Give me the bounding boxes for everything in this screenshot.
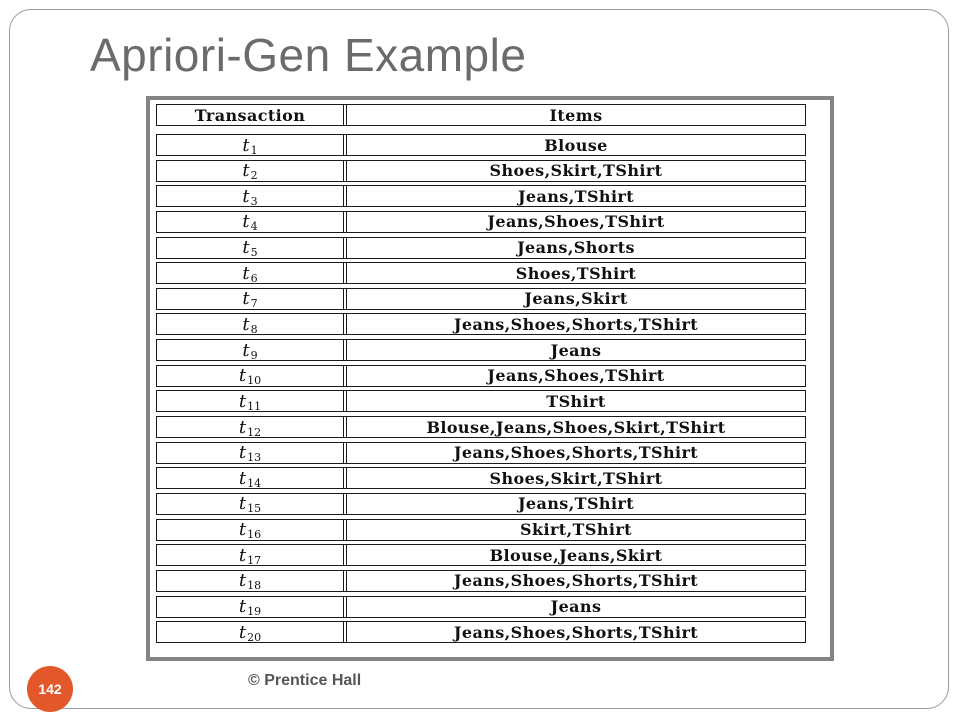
items-cell: Jeans,Shoes,Shorts,TShirt — [453, 571, 699, 591]
transaction-letter: t — [238, 544, 247, 566]
items-cell: Blouse,Jeans,Skirt — [489, 545, 663, 565]
transaction-id-cell — [157, 263, 343, 283]
table-body — [156, 134, 806, 643]
transaction-subscript: 15 — [247, 502, 262, 516]
transaction-subscript: 5 — [250, 246, 258, 260]
items-cell: Jeans,Shoes,Shorts,TShirt — [453, 622, 699, 642]
table-row — [156, 365, 806, 387]
transaction-letter: t — [238, 365, 247, 387]
items-cell: Shoes,TShirt — [515, 263, 637, 283]
transaction-subscript: 7 — [250, 297, 258, 311]
transaction-subscript: 20 — [247, 630, 262, 644]
transaction-id-cell — [157, 366, 343, 386]
transaction-letter: t — [242, 313, 250, 335]
transaction-letter: t — [242, 237, 250, 259]
header-transaction: Transaction — [194, 105, 306, 125]
table-image-frame — [146, 96, 834, 661]
transaction-subscript: 9 — [250, 348, 258, 362]
transaction-letter: t — [238, 570, 247, 592]
items-cell: Shoes,Skirt,TShirt — [489, 468, 663, 488]
table-row — [156, 570, 806, 592]
table-row — [156, 493, 806, 515]
transaction-id-cell — [157, 520, 343, 540]
transactions-table — [156, 104, 806, 647]
transaction-subscript: 12 — [247, 425, 262, 439]
transaction-subscript: 18 — [247, 579, 262, 593]
transaction-subscript: 19 — [247, 605, 262, 619]
transaction-letter: t — [242, 160, 250, 182]
items-cell: Jeans — [550, 340, 602, 360]
transaction-id-cell — [157, 417, 343, 437]
transaction-subscript: 13 — [247, 451, 262, 465]
transaction-id-cell — [157, 468, 343, 488]
transaction-letter: t — [238, 467, 247, 489]
items-cell: Shoes,Skirt,TShirt — [489, 161, 663, 181]
items-cell: Blouse — [544, 135, 608, 155]
table-row — [156, 288, 806, 310]
transaction-letter: t — [238, 621, 247, 643]
table-row — [156, 262, 806, 284]
items-cell: Jeans,Shoes,Shorts,TShirt — [453, 443, 699, 463]
items-cell: Jeans,Skirt — [524, 289, 628, 309]
transaction-letter: t — [242, 288, 250, 310]
transaction-id-cell — [157, 212, 343, 232]
transaction-subscript: 17 — [247, 553, 262, 567]
items-cell: Jeans,Shoes,TShirt — [487, 212, 665, 232]
table-row — [156, 442, 806, 464]
table-row — [156, 596, 806, 618]
transaction-letter: t — [238, 493, 247, 515]
table-row — [156, 185, 806, 207]
transaction-id-cell — [157, 597, 343, 617]
transaction-id-cell — [157, 494, 343, 514]
transaction-id-cell — [157, 545, 343, 565]
transaction-letter: t — [238, 390, 247, 412]
transaction-id-cell — [157, 161, 343, 181]
table-row — [156, 134, 806, 156]
transaction-letter: t — [242, 185, 250, 207]
items-cell: Jeans,Shoes,TShirt — [487, 366, 665, 386]
transaction-id-cell — [157, 571, 343, 591]
items-cell: Jeans,Shoes,Shorts,TShirt — [453, 314, 699, 334]
table-row — [156, 544, 806, 566]
transaction-letter: t — [238, 442, 247, 464]
transaction-subscript: 11 — [247, 399, 262, 413]
table-row — [156, 621, 806, 643]
items-cell: Jeans — [550, 597, 602, 617]
footer-copyright: © Prentice Hall — [248, 672, 362, 689]
table-row — [156, 467, 806, 489]
transaction-letter: t — [238, 416, 247, 438]
transaction-id-cell — [157, 238, 343, 258]
transaction-id-cell — [157, 622, 343, 642]
transaction-subscript: 1 — [250, 143, 258, 157]
table-header-row — [156, 104, 806, 126]
transaction-subscript: 8 — [250, 322, 258, 336]
table-row — [156, 313, 806, 335]
transaction-subscript: 14 — [247, 476, 262, 490]
slide-title: Apriori-Gen Example — [90, 29, 527, 81]
slide — [9, 9, 949, 709]
page-number-badge: 142 — [27, 666, 73, 712]
transaction-id-cell — [157, 391, 343, 411]
transaction-id-cell — [157, 186, 343, 206]
items-cell: Jeans,TShirt — [517, 494, 635, 514]
transaction-id-cell — [157, 443, 343, 463]
transaction-id-cell — [157, 135, 343, 155]
table-row — [156, 237, 806, 259]
table-row — [156, 390, 806, 412]
items-cell: Skirt,TShirt — [520, 520, 632, 540]
items-cell: TShirt — [546, 391, 606, 411]
transaction-subscript: 4 — [250, 220, 258, 234]
header-items: Items — [549, 105, 603, 125]
transaction-subscript: 16 — [247, 528, 262, 542]
transaction-subscript: 2 — [250, 169, 258, 183]
transaction-subscript: 10 — [247, 374, 262, 388]
transaction-letter: t — [242, 339, 250, 361]
table-row — [156, 519, 806, 541]
transaction-letter: t — [242, 134, 250, 156]
transaction-id-cell — [157, 314, 343, 334]
transaction-subscript: 3 — [250, 194, 258, 208]
table-row — [156, 160, 806, 182]
items-cell: Jeans,TShirt — [517, 186, 635, 206]
transaction-id-cell — [157, 340, 343, 360]
transaction-letter: t — [238, 596, 247, 618]
items-cell: Blouse,Jeans,Shoes,Skirt,TShirt — [426, 417, 726, 437]
items-cell: Jeans,Shorts — [517, 238, 635, 258]
table-row — [156, 211, 806, 233]
transaction-subscript: 6 — [250, 271, 258, 285]
table-row — [156, 339, 806, 361]
table-row — [156, 416, 806, 438]
transaction-id-cell — [157, 289, 343, 309]
transaction-letter: t — [242, 211, 250, 233]
transaction-letter: t — [238, 519, 247, 541]
transaction-letter: t — [242, 262, 250, 284]
